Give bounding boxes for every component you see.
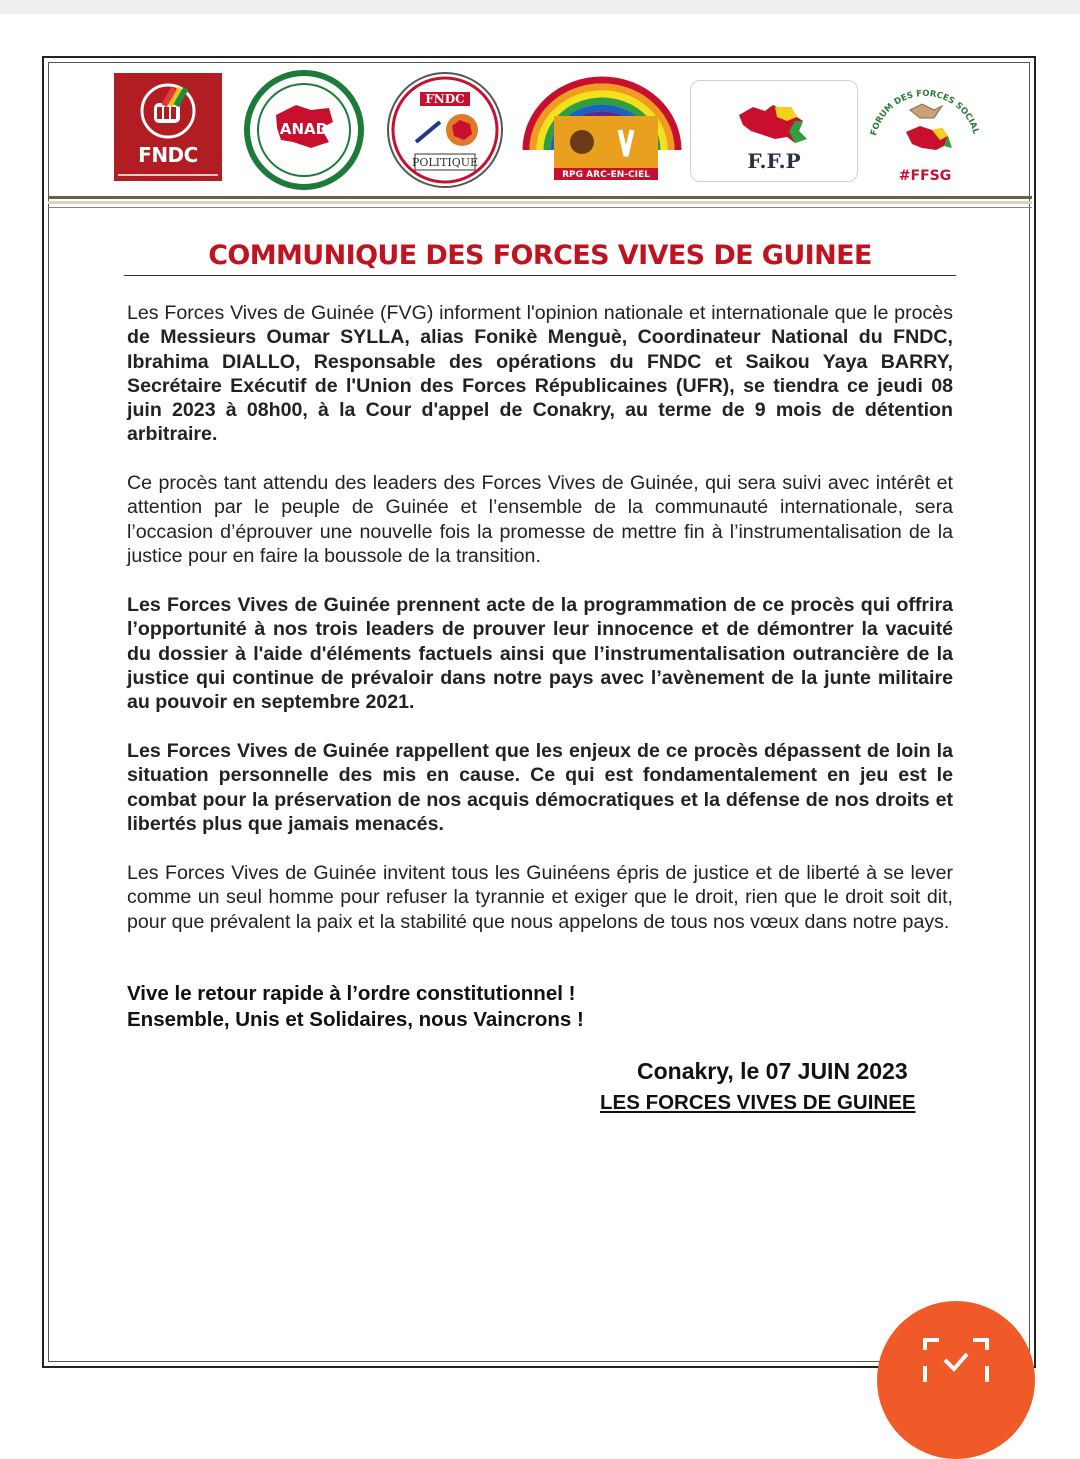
scan-fab-button[interactable]: [877, 1301, 1035, 1459]
anad-logo: [241, 70, 367, 190]
ffsg-ring-text: FORUM DES FORCES SOCIAL: [869, 88, 981, 137]
paragraph-3: Les Forces Vives de Guinée prennent acte de la programmation de ce procès qui offrira l’opportunité à nos trois leaders de prouver leur innocence et de démontrer la vacuité du dossier à l'aide d'éléments factuels ainsi que l’instrumentalisation outrancière de la justice qui continue de prévaloir dans notre pays avec l’avènement de la junte militaire au pouvoir en septembre 2021.: [127, 594, 953, 714]
paragraph-5: Les Forces Vives de Guinée invitent tous les Guinéens épris de justice et de liberté à se lever comme un seul homme pour refuser la tyrannie et exiger que le droit, rien que le droit soit dit, pour que prévalent la paix et la stabilité que nous appelons de tous nos vœux dans notre pays.: [127, 862, 953, 933]
rpg-logo-text: RPG ARC-EN-CIEL: [562, 170, 650, 180]
paragraph-1-intro: Les Forces Vives de Guinée (FVG) informent l'opinion nationale et internationale que le procès: [127, 302, 953, 324]
slogan-2: Ensemble, Unis et Solidaires, nous Vaincrons !: [127, 1008, 584, 1031]
fndc-logo: [114, 73, 222, 181]
fndc-logo-subline: [118, 174, 218, 176]
slogans: [127, 981, 584, 1033]
paragraph-4: Les Forces Vives de Guinée rappellent que les enjeux de ce procès dépassent de loin la situation personnelle des mis en cause. Ce qui est fondamentalement en jeu est le combat pour la préservation de nos acquis démocratiques et la défense de nos droits et libertés plus que jamais menacés.: [127, 740, 953, 835]
ffsg-tag-text: #FFSG: [898, 168, 952, 184]
signature: LES FORCES VIVES DE GUINEE: [600, 1091, 916, 1114]
scan-icon: [921, 1336, 991, 1386]
fndc-politique-top-text: FNDC: [425, 92, 465, 106]
ffp-logo-text: F.F.P: [747, 149, 801, 173]
rpg-arc-en-ciel-logo: [520, 70, 684, 182]
document-title: COMMUNIQUE DES FORCES VIVES DE GUINEE: [208, 240, 872, 271]
ffp-logo: [690, 80, 858, 182]
top-status-strip: [0, 0, 1080, 14]
anad-logo-text: ANAD: [279, 120, 329, 138]
slogan-1: Vive le retour rapide à l’ordre constitutionnel !: [127, 982, 576, 1005]
fist-icon: [114, 73, 222, 153]
paragraph-2: Ce procès tant attendu des leaders des Forces Vives de Guinée, qui sera suivi avec intérêt et attention par le peuple de Guinée et l’ensemble de la communauté internationale, sera l’occasion d’éprouver une nouvelle fois la promesse de mettre fin à l’instrumentalisation de la justice pour en faire la boussole de la transition.: [127, 472, 953, 567]
fndc-politique-logo: [382, 70, 508, 190]
header-divider-thin: [48, 207, 1032, 208]
fndc-politique-bottom-text: POLITIQUE: [411, 156, 479, 169]
fndc-logo-text: FNDC: [138, 143, 198, 167]
header-divider-dark: [48, 196, 1032, 199]
header-divider-light: [48, 201, 1032, 204]
ffsg-logo: [862, 66, 988, 192]
paragraph-1: [127, 301, 953, 447]
place-date: Conakry, le 07 JUIN 2023: [637, 1058, 908, 1084]
paragraph-1-bold: de Messieurs Oumar SYLLA, alias Fonikè Menguè, Coordinateur National du FNDC, Ibrahima DIALLO, Responsable des opérations du FNDC et Saikou Yaya BARRY, Secrétaire Exécutif de l'Union des Forces Républicaines (UFR), se tiendra ce jeudi 08 juin 2023 à 08h00, à la Cour d'appel de Conakry, au terme de 9 mois de détention arbitraire.: [127, 326, 953, 446]
title-underline: [124, 275, 956, 276]
